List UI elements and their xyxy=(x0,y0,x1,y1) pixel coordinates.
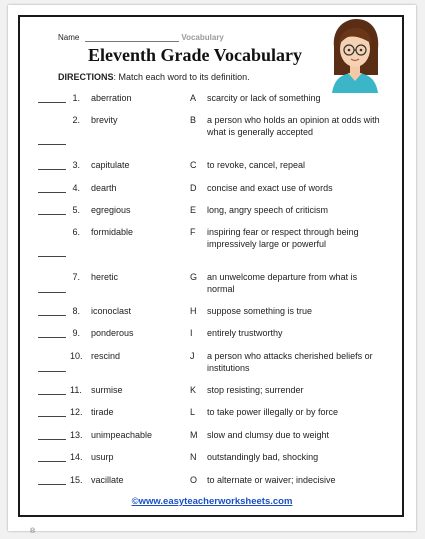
definition-letter: H xyxy=(190,306,197,316)
vocab-word: unimpeachable xyxy=(91,430,153,440)
item-number: 8. xyxy=(72,306,80,316)
vocabulary-tag: Vocabulary xyxy=(181,33,224,42)
name-row xyxy=(58,33,224,42)
item-number: 15. xyxy=(70,475,83,485)
definition-text: concise and exact use of words xyxy=(207,183,333,193)
vocab-word: capitulate xyxy=(91,160,130,170)
answer-blank[interactable] xyxy=(38,371,66,372)
vocab-word: usurp xyxy=(91,452,114,462)
answer-blank[interactable] xyxy=(38,144,66,145)
definition-letter: G xyxy=(190,272,198,282)
vocab-word: heretic xyxy=(91,272,119,282)
answer-blank[interactable] xyxy=(38,292,66,293)
page-title: Eleventh Grade Vocabulary xyxy=(88,45,303,65)
registered-mark: ® xyxy=(30,528,36,535)
definition-letter: O xyxy=(190,475,198,485)
definition-letter: I xyxy=(190,328,193,338)
item-number: 11. xyxy=(70,385,82,395)
teacher-avatar-icon xyxy=(326,17,384,93)
definition-text: to revoke, cancel, repeal xyxy=(207,160,306,170)
directions xyxy=(58,72,250,82)
footer-link[interactable]: ©www.easyteacherworksheets.com xyxy=(131,496,293,507)
directions-text: : Match each word to its definition. xyxy=(113,72,250,82)
answer-blank[interactable] xyxy=(38,169,66,170)
item-number: 1. xyxy=(72,93,80,103)
definition-text: a person who holds an opinion at odds with what is generally accepted xyxy=(207,115,380,137)
answer-blank[interactable] xyxy=(38,416,66,417)
definition-letter: L xyxy=(190,407,196,417)
answer-blank[interactable] xyxy=(38,214,66,215)
answer-blank[interactable] xyxy=(38,461,66,462)
definition-text: to take power illegally or by force xyxy=(207,407,339,417)
definition-letter: F xyxy=(190,227,196,237)
item-number: 5. xyxy=(72,205,80,215)
vocab-word: tirade xyxy=(91,407,114,417)
vocab-word: ponderous xyxy=(91,328,134,338)
answer-blank[interactable] xyxy=(38,102,66,103)
definition-text: slow and clumsy due to weight xyxy=(207,430,330,440)
definition-text: stop resisting; surrender xyxy=(207,385,304,395)
name-label: Name xyxy=(58,33,80,42)
vocab-word: brevity xyxy=(91,115,118,125)
item-number: 12. xyxy=(70,407,83,417)
definition-letter: E xyxy=(190,205,197,215)
item-number: 3. xyxy=(72,160,80,170)
definition-letter: B xyxy=(190,115,197,125)
definition-letter: K xyxy=(190,385,197,395)
definition-text: entirely trustworthy xyxy=(207,328,283,338)
answer-blank[interactable] xyxy=(38,192,66,193)
item-number: 13. xyxy=(70,430,83,440)
vocab-word: rescind xyxy=(91,351,121,361)
vocab-word: aberration xyxy=(91,93,132,103)
vocab-word: vacillate xyxy=(91,475,124,485)
definition-text: an unwelcome departure from what is normal xyxy=(207,272,358,294)
definition-letter: D xyxy=(190,183,197,193)
answer-blank[interactable] xyxy=(38,337,66,338)
answer-blank[interactable] xyxy=(38,484,66,485)
item-number: 10. xyxy=(70,351,83,361)
definition-text: inspiring fear or respect through being impressively large or powerful xyxy=(207,227,359,249)
directions-label: DIRECTIONS xyxy=(58,72,114,82)
definition-letter: A xyxy=(190,93,197,103)
definition-text: to alternate or waiver; indecisive xyxy=(207,475,336,485)
definition-letter: M xyxy=(190,430,198,440)
definition-letter: N xyxy=(190,452,197,462)
item-number: 7. xyxy=(72,272,80,282)
answer-blank[interactable] xyxy=(38,256,66,257)
answer-blank[interactable] xyxy=(38,439,66,440)
vocab-word: formidable xyxy=(91,227,134,237)
vocab-word: egregious xyxy=(91,205,131,215)
item-number: 2. xyxy=(72,115,80,125)
definition-text: long, angry speech of criticism xyxy=(207,205,329,215)
item-number: 4. xyxy=(72,183,80,193)
definition-text: suppose something is true xyxy=(207,306,313,316)
definition-text: outstandingly bad, shocking xyxy=(207,452,319,462)
item-number: 6. xyxy=(72,227,80,237)
definition-letter: C xyxy=(190,160,197,170)
definition-text: a person who attacks cherished beliefs or institutions xyxy=(207,351,373,373)
worksheet-page xyxy=(8,5,416,531)
answer-blank[interactable] xyxy=(38,315,66,316)
definition-text: scarcity or lack of something xyxy=(207,93,321,103)
item-number: 14. xyxy=(70,452,83,462)
definition-letter: J xyxy=(190,351,195,361)
name-blank xyxy=(85,33,179,42)
answer-blank[interactable] xyxy=(38,394,66,395)
item-number: 9. xyxy=(72,328,80,338)
vocab-word: surmise xyxy=(91,385,123,395)
vocab-word: iconoclast xyxy=(91,306,132,316)
vocab-word: dearth xyxy=(91,183,117,193)
